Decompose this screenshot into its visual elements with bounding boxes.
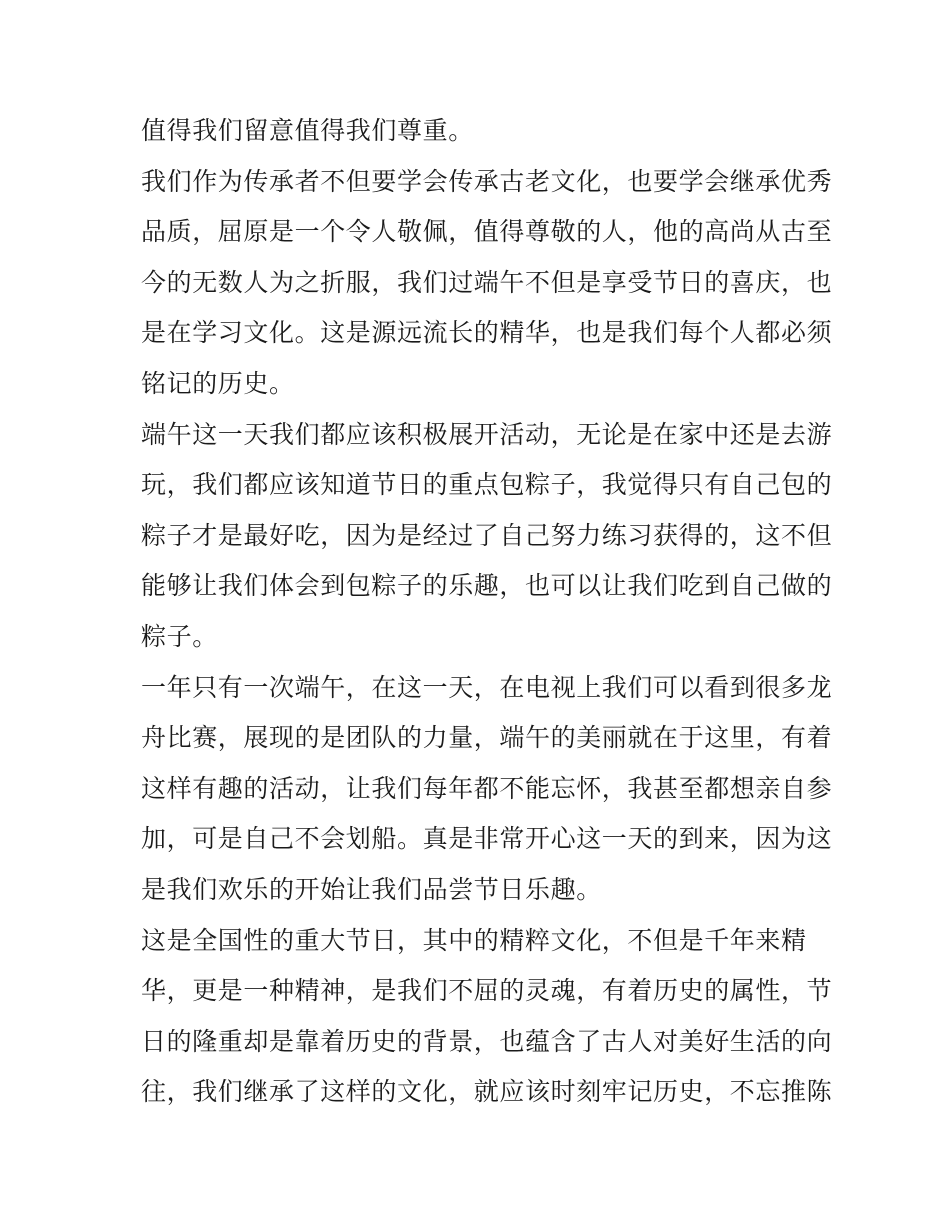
text-line: 铭记的历史。 bbox=[141, 368, 295, 398]
text-line: 品质，屈原是一个令人敬佩，值得尊敬的人，他的高尚从古至 bbox=[141, 217, 833, 247]
text-line: 能够让我们体会到包粽子的乐趣，也可以让我们吃到自己做的 bbox=[141, 571, 833, 601]
document-body bbox=[141, 106, 833, 1118]
text-line: 端午这一天我们都应该积极展开活动，无论是在家中还是去游 bbox=[141, 419, 833, 449]
text-line: 一年只有一次端午，在这一天，在电视上我们可以看到很多龙 bbox=[141, 672, 833, 702]
text-line: 这样有趣的活动，让我们每年都不能忘怀，我甚至都想亲自参 bbox=[141, 773, 833, 803]
text-line: 舟比赛，展现的是团队的力量，端午的美丽就在于这里，有着 bbox=[141, 723, 833, 753]
text-line: 日的隆重却是靠着历史的背景，也蕴含了古人对美好生活的向 bbox=[141, 1026, 833, 1056]
text-line: 这是全国性的重大节日，其中的精粹文化，不但是千年来精 bbox=[141, 925, 807, 955]
text-line: 玩，我们都应该知道节日的重点包粽子，我觉得只有自己包的 bbox=[141, 470, 833, 500]
text-line: 是在学习文化。这是源远流长的精华，也是我们每个人都必须 bbox=[141, 318, 833, 348]
text-line: 我们作为传承者不但要学会传承古老文化，也要学会继承优秀 bbox=[141, 166, 833, 196]
text-line: 往，我们继承了这样的文化，就应该时刻牢记历史，不忘推陈 bbox=[141, 1077, 833, 1107]
text-line: 值得我们留意值得我们尊重。 bbox=[141, 116, 474, 145]
text-line: 加，可是自己不会划船。真是非常开心这一天的到来，因为这 bbox=[141, 824, 833, 854]
text-line: 是我们欢乐的开始让我们品尝节日乐趣。 bbox=[141, 874, 602, 904]
text-line: 华，更是一种精神，是我们不屈的灵魂，有着历史的属性，节 bbox=[141, 976, 833, 1006]
text-line: 粽子。 bbox=[141, 621, 218, 651]
text-line: 今的无数人为之折服，我们过端午不但是享受节日的喜庆，也 bbox=[141, 267, 833, 297]
text-line: 粽子才是最好吃，因为是经过了自己努力练习获得的，这不但 bbox=[141, 520, 833, 550]
